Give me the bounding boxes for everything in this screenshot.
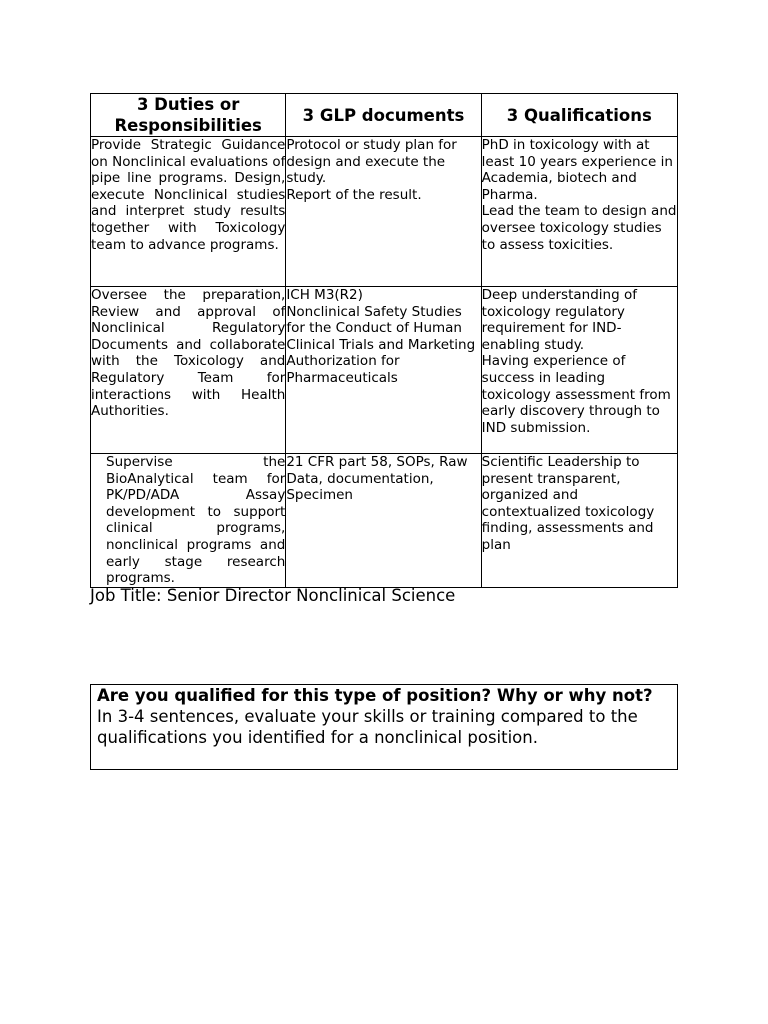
question-box <box>90 684 678 770</box>
glp-cell <box>286 287 481 454</box>
duties-cell: Provide Strategic Guidance on Nonclinical evaluations of pipe line programs. Design, execute Nonclinical studies and interpret study results together with Toxicology team to advance programs. <box>91 137 286 287</box>
glp-cell <box>286 454 481 588</box>
glp-item: Report of the result. <box>286 186 422 203</box>
glp-item: Nonclinical Safety Studies for the Conduct of Human Clinical Trials and Marketing Authorization for Pharmaceuticals <box>286 303 476 386</box>
qualifications-cell <box>481 454 677 588</box>
glp-cell <box>286 137 481 287</box>
table-row <box>91 454 678 588</box>
job-title: Job Title: Senior Director Nonclinical Science <box>90 586 456 605</box>
qualification-item: PhD in toxicology with at least 10 years experience in Academia, biotech and Pharma. <box>481 137 673 203</box>
glp-item: 21 CFR part 58, SOPs, Raw Data, documentation, Specimen <box>286 454 468 504</box>
qualification-item: Having experience of success in leading toxicology assessment from early discovery through to IND submission. <box>481 353 671 436</box>
question-instruction: In 3-4 sentences, evaluate your skills or training compared to the qualifications you identified for a nonclinical position. <box>97 707 638 747</box>
table-header-row <box>91 94 678 137</box>
qualification-item: Deep understanding of toxicology regulatory requirement for IND-enabling study. <box>481 287 637 353</box>
qualifications-cell <box>481 287 677 454</box>
glp-item: Protocol or study plan for design and execute the study. <box>286 137 457 187</box>
qualification-item: Scientific Leadership to present transparent, organized and contextualized toxicology finding, assessments and plan <box>481 454 655 553</box>
qualification-item: Lead the team to design and oversee toxicology studies to assess toxicities. <box>481 203 677 253</box>
table-row <box>91 287 678 454</box>
job-analysis-table <box>90 93 678 588</box>
header-qualifications: 3 Qualifications <box>481 94 677 137</box>
duties-cell: Supervise the BioAnalytical team for PK/PD/ADA Assay development to support clinical programs, nonclinical programs and early stage research programs. <box>91 454 286 588</box>
duties-cell: Oversee the preparation, Review and approval of Nonclinical Regulatory Documents and collaborate with the Toxicology and Regulatory Team for interactions with Health Authorities. <box>91 287 286 454</box>
question-heading: Are you qualified for this type of position? Why or why not? <box>97 686 653 705</box>
table-row <box>91 137 678 287</box>
qualifications-cell <box>481 137 677 287</box>
header-duties: 3 Duties or Responsibilities <box>91 94 286 137</box>
header-glp-documents: 3 GLP documents <box>286 94 481 137</box>
glp-item: ICH M3(R2) <box>286 287 363 303</box>
